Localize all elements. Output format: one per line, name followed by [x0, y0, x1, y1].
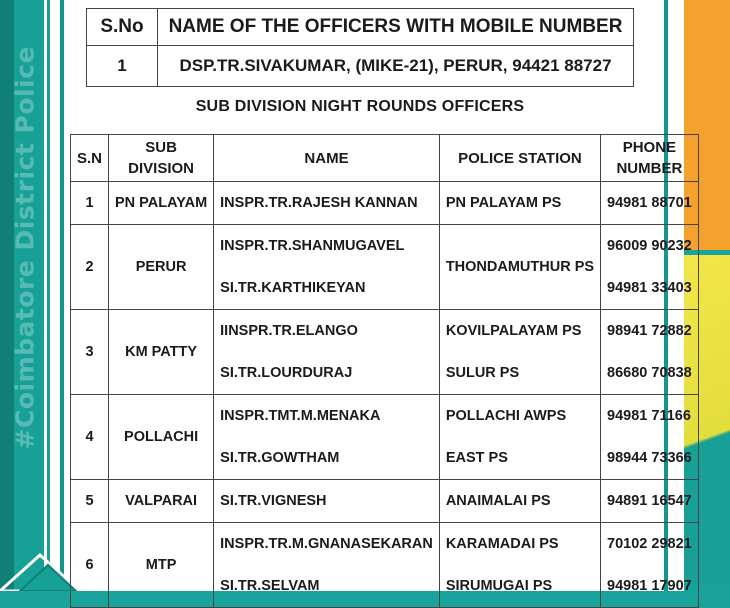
row-sub-division-text: PN PALAYAM — [115, 195, 208, 211]
row-sub-division — [109, 395, 214, 480]
row-officer-names-line: INSPR.TMT.M.MENAKA — [220, 408, 381, 424]
left-teal-divider — [60, 0, 64, 591]
left-white-stripe — [44, 0, 47, 591]
row-phone-numbers-line: 94981 17907 — [607, 578, 692, 594]
table-row — [71, 225, 699, 310]
row-officer-names-line: SI.TR.LOURDURAJ — [220, 365, 353, 381]
row-phone-numbers — [601, 480, 699, 523]
sub-division-header-line2: DIVISION — [128, 160, 195, 177]
row-officer-names — [214, 225, 440, 310]
row-sub-division-text: VALPARAI — [125, 493, 198, 509]
row-sub-division-text: KM PATTY — [125, 344, 198, 360]
row-sn-text: 2 — [85, 259, 94, 275]
dsp-sno: 1 — [87, 46, 158, 87]
row-police-stations-text: THONDAMUTHUR PS — [445, 259, 595, 275]
row-phone-numbers-line: 70102 29821 — [607, 536, 692, 552]
row-phone-numbers-line: 94981 33403 — [607, 280, 692, 296]
sn-header: S.N — [71, 135, 109, 182]
dsp-officer-details: DSP.TR.SIVAKUMAR, (MIKE-21), PERUR, 94421 88727 — [158, 46, 634, 87]
row-sub-division-text: POLLACHI — [124, 429, 199, 445]
row-officer-names-line: SI.TR.VIGNESH — [220, 493, 327, 509]
row-sn-text: 3 — [85, 344, 94, 360]
row-sub-division-text: PERUR — [135, 259, 187, 275]
row-officer-names-line: INSPR.TR.RAJESH KANNAN — [220, 195, 418, 211]
row-officer-names — [214, 182, 440, 225]
row-police-stations-line: EAST PS — [445, 450, 508, 466]
row-police-stations — [439, 523, 600, 608]
row-police-stations-line: ANAIMALAI PS — [445, 493, 551, 509]
row-phone-numbers — [601, 523, 699, 608]
row-police-stations — [439, 480, 600, 523]
row-police-stations-line: SIRUMUGAI PS — [445, 578, 553, 594]
row-sn — [71, 395, 109, 480]
row-sn-text: 5 — [85, 493, 94, 509]
table-row — [71, 395, 699, 480]
row-sub-division — [109, 310, 214, 395]
sno-header: S.No — [87, 9, 158, 46]
row-police-stations-line: KOVILPALAYAM PS — [445, 323, 582, 339]
row-police-stations — [439, 395, 600, 480]
row-sn-text: 4 — [85, 429, 94, 445]
row-officer-names — [214, 480, 440, 523]
row-sn-text: 6 — [85, 557, 94, 573]
night-rounds-header-row — [71, 135, 699, 182]
row-officer-names-line: INSPR.TR.SHANMUGAVEL — [220, 238, 405, 254]
row-phone-numbers-line: 98941 72882 — [607, 323, 692, 339]
row-officer-names-line: INSPR.TR.M.GNANASEKARAN — [220, 536, 433, 552]
section-subtitle: SUB DIVISION NIGHT ROUNDS OFFICERS — [195, 98, 525, 115]
row-sn — [71, 225, 109, 310]
row-officer-names-line: SI.TR.SELVAM — [220, 578, 320, 594]
row-phone-numbers — [601, 225, 699, 310]
phone-header-line1: PHONE — [622, 139, 677, 156]
row-sn — [71, 480, 109, 523]
name-header: NAME — [214, 135, 440, 182]
row-officer-names — [214, 395, 440, 480]
row-phone-numbers — [601, 395, 699, 480]
row-sn — [71, 523, 109, 608]
row-police-stations-line: KARAMADAI PS — [445, 536, 559, 552]
row-phone-numbers — [601, 182, 699, 225]
row-police-stations — [439, 225, 600, 310]
row-sub-division-text: MTP — [145, 557, 177, 573]
row-phone-numbers-line: 98944 73366 — [607, 450, 692, 466]
row-sn — [71, 310, 109, 395]
dsp-table-row — [87, 46, 634, 87]
row-phone-numbers — [601, 310, 699, 395]
row-phone-numbers-line: 94981 88701 — [607, 195, 692, 211]
row-sub-division — [109, 523, 214, 608]
row-police-stations-line: PN PALAYAM PS — [445, 195, 562, 211]
district-police-watermark: #Coimbatore District Police — [10, 46, 40, 450]
dsp-table-header-row — [87, 9, 634, 46]
table-row — [71, 523, 699, 608]
row-sub-division — [109, 480, 214, 523]
row-officer-names — [214, 310, 440, 395]
dsp-officer-table — [86, 8, 634, 87]
row-officer-names-line: IINSPR.TR.ELANGO — [220, 323, 358, 339]
row-officer-names-line: SI.TR.KARTHIKEYAN — [220, 280, 366, 296]
phone-header-line2: NUMBER — [616, 160, 683, 177]
sub-division-header — [109, 135, 214, 182]
row-phone-numbers-line: 86680 70838 — [607, 365, 692, 381]
row-phone-numbers-line: 96009 90232 — [607, 238, 692, 254]
police-station-header: POLICE STATION — [439, 135, 600, 182]
row-sub-division — [109, 225, 214, 310]
row-sn-text: 1 — [85, 195, 94, 211]
table-row — [71, 480, 699, 523]
row-police-stations-line: SULUR PS — [445, 365, 520, 381]
row-phone-numbers-line: 94981 71166 — [607, 408, 691, 424]
table-row — [71, 310, 699, 395]
row-phone-numbers-line: 94891 16547 — [607, 493, 692, 509]
row-officer-names-line: SI.TR.GOWTHAM — [220, 450, 340, 466]
night-rounds-table — [70, 134, 699, 608]
row-officer-names — [214, 523, 440, 608]
phone-number-header — [601, 135, 699, 182]
sub-division-header-line1: SUB — [145, 139, 177, 156]
row-police-stations — [439, 310, 600, 395]
row-police-stations — [439, 182, 600, 225]
row-sub-division — [109, 182, 214, 225]
table-row — [71, 182, 699, 225]
row-police-stations-line: POLLACHI AWPS — [445, 408, 567, 424]
row-sn — [71, 182, 109, 225]
officer-name-header: NAME OF THE OFFICERS WITH MOBILE NUMBER — [158, 9, 634, 46]
night-rounds-body — [71, 182, 699, 608]
